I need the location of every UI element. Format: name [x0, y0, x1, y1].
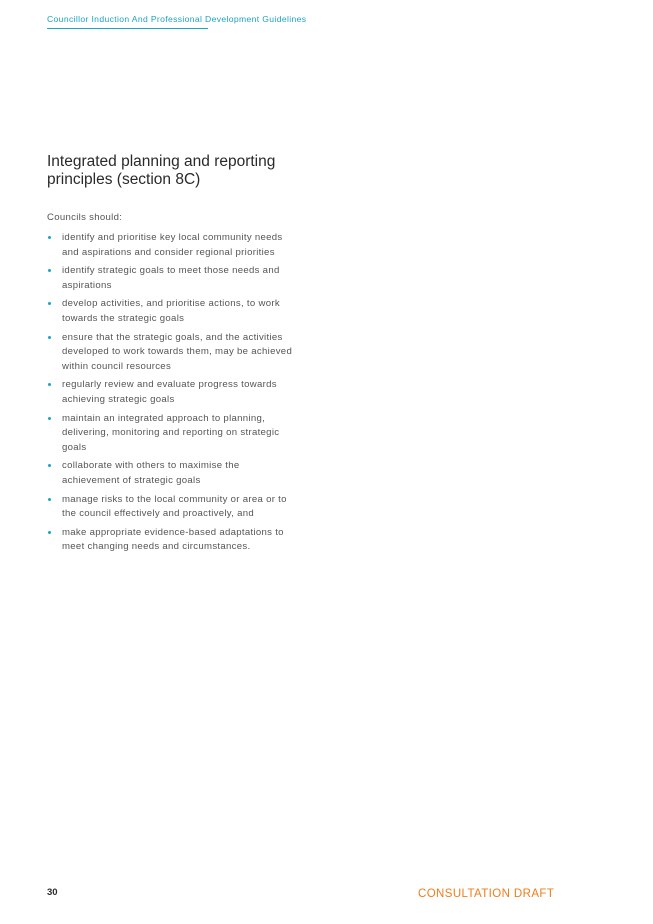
intro-text: Councils should:	[47, 212, 123, 223]
list-item-text: maintain an integrated approach to planning, delivering, monitoring and reporting on strategic goals	[62, 412, 280, 453]
list-item	[47, 297, 299, 326]
list-item	[47, 493, 299, 522]
list-item	[47, 459, 299, 488]
bullet-icon	[48, 302, 51, 305]
page-number: 30	[47, 887, 58, 898]
list-item	[47, 526, 299, 555]
list-item-text: identify and prioritise key local community needs and aspirations and consider regional priorities	[62, 232, 283, 258]
bullet-icon	[48, 531, 51, 534]
list-item	[47, 264, 299, 293]
bullet-icon	[48, 464, 51, 467]
list-item	[47, 331, 299, 375]
principles-list	[47, 231, 299, 559]
list-item-text: regularly review and evaluate progress towards achieving strategic goals	[62, 379, 277, 405]
list-item-text: identify strategic goals to meet those needs and aspirations	[62, 265, 280, 291]
draft-status-label: CONSULTATION DRAFT	[418, 888, 555, 900]
list-item	[47, 231, 299, 260]
bullet-icon	[48, 336, 51, 339]
list-item	[47, 378, 299, 407]
bullet-icon	[48, 498, 51, 501]
bullet-icon	[48, 236, 51, 239]
list-item	[47, 412, 299, 456]
header-divider	[47, 28, 208, 29]
list-item-text: collaborate with others to maximise the achievement of strategic goals	[62, 460, 240, 486]
list-item-text: develop activities, and prioritise actions, to work towards the strategic goals	[62, 298, 280, 324]
bullet-icon	[48, 417, 51, 420]
list-item-text: make appropriate evidence-based adaptations to meet changing needs and circumstances.	[62, 526, 284, 553]
section-title: Integrated planning and reporting principles (section 8C)	[47, 153, 276, 188]
bullet-icon	[48, 269, 51, 272]
running-header: Councillor Induction And Professional Development Guidelines	[47, 14, 307, 24]
list-item-text: ensure that the strategic goals, and the activities developed to work towards them, may be achieved within council resources	[62, 331, 293, 372]
list-item-text: manage risks to the local community or area or to the council effectively and proactively, and	[62, 493, 287, 520]
bullet-icon	[48, 383, 51, 386]
